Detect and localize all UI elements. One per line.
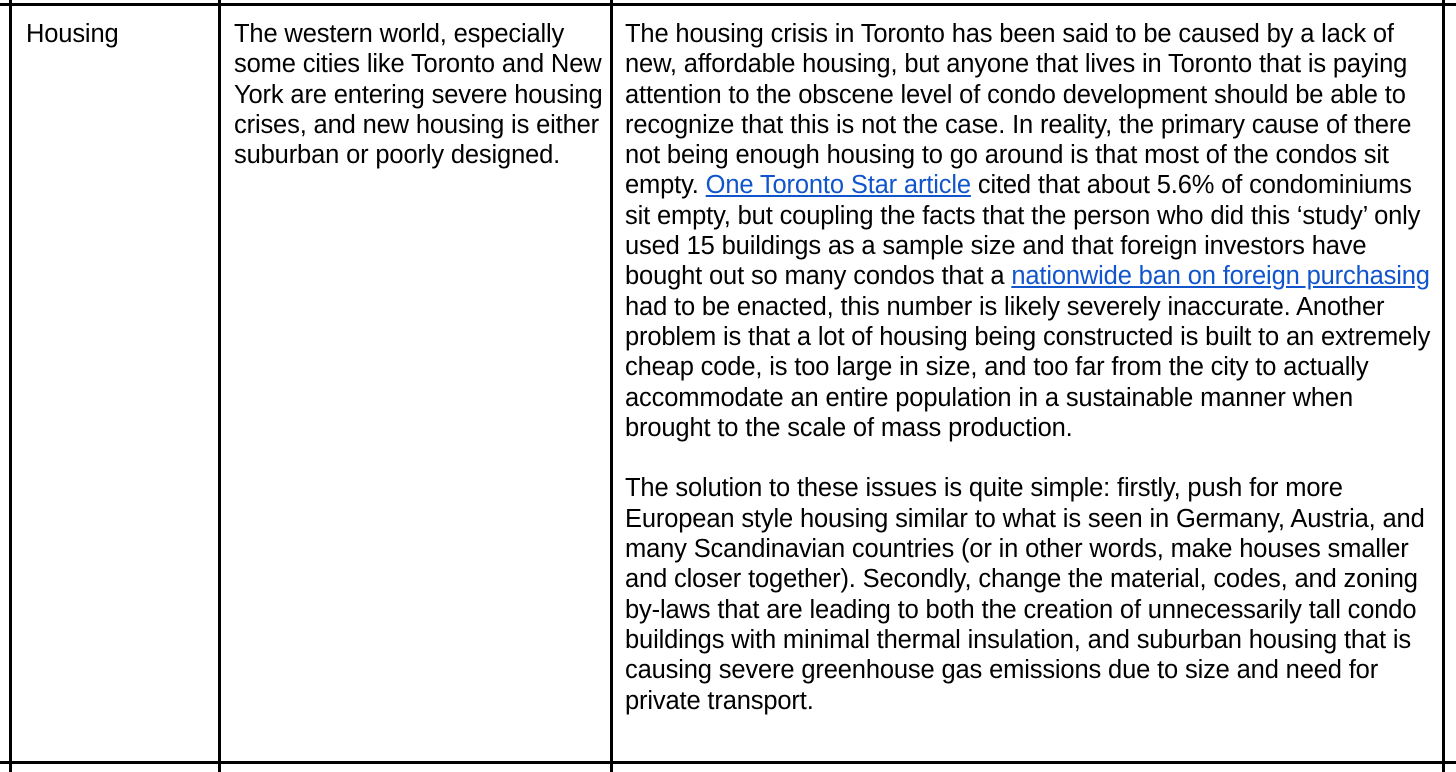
column-divider-2 bbox=[610, 0, 613, 772]
table-right-border bbox=[1442, 0, 1445, 772]
solution-paragraph-2: The solution to these issues is quite simple: firstly, push for more European style housing similar to what is seen in Germany, Austria, and many Scandinavian countries (or in other words, make houses smaller and closer together). Secondly, change the material, codes, and zoning by-laws that are leading to both the creation of unnecessarily tall condo buildings with minimal thermal insulation, and suburban housing that is causing severe greenhouse gas emissions due to size and need for private transport. bbox=[625, 474, 1425, 715]
problem-text: The western world, especially some cities like Toronto and New York are entering severe housing crises, and new housing is either suburban or poorly designed. bbox=[234, 20, 603, 170]
topic-text: Housing bbox=[26, 20, 119, 48]
solution-text-part-2: cited that about 5.6% of condominiums sit empty, but coupling the facts that the person who did this ‘study’ only used 15 buildings as a sample size and that foreign investors have bought out so many condos that a bbox=[625, 171, 1421, 291]
solution-paragraph-1 bbox=[625, 19, 1440, 443]
solution-text-part-3: had to be enacted, this number is likely severely inaccurate. Another problem is that a lot of housing being constructed is built to an extremely cheap code, is too large in size, and too far from the city to actually accommodate an entire population in a sustainable manner when brought to the scale of mass production. bbox=[625, 292, 1431, 442]
solution-cell bbox=[625, 19, 1440, 716]
topic-cell bbox=[26, 19, 211, 49]
solution-text-part-1: The housing crisis in Toronto has been said to be caused by a lack of new, affordable housing, but anyone that lives in Toronto that is paying attention to the obscene level of condo development should be able to recognize that this is not the case. In reality, the primary cause of there not being enough housing to go around is that most of the condos sit empty. bbox=[625, 20, 1412, 200]
foreign-purchasing-ban-link[interactable]: nationwide ban on foreign purchasing bbox=[1011, 262, 1430, 291]
column-divider-1 bbox=[218, 0, 221, 772]
problem-cell bbox=[234, 19, 604, 170]
toronto-star-article-link[interactable]: One Toronto Star article bbox=[705, 171, 971, 200]
table-left-border bbox=[9, 0, 12, 772]
